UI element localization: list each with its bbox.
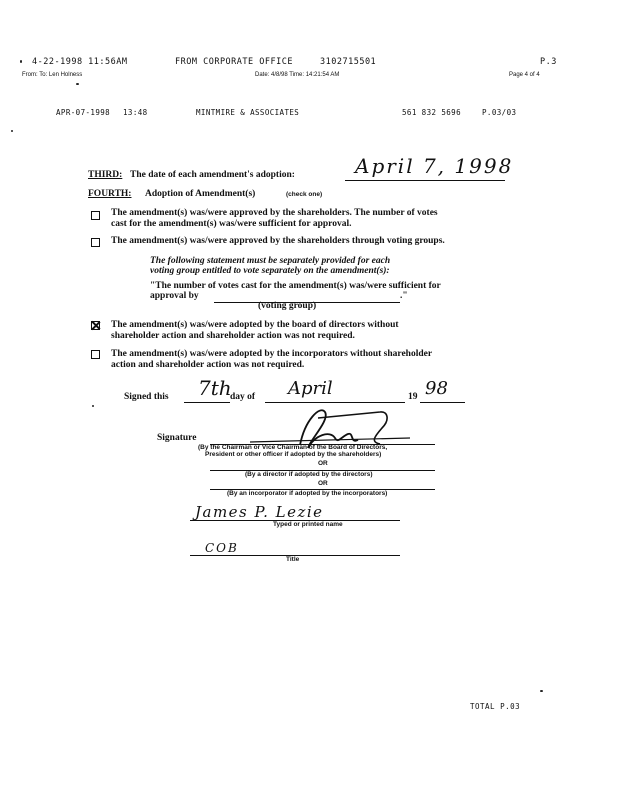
fourth-hint: (check one): [286, 191, 323, 198]
voting-group-caption: (voting group): [258, 301, 317, 311]
option-incorporators-line1: The amendment(s) was/were adopted by the incorporators without shareholder: [111, 349, 433, 359]
signature-caption-3: (By a director if adopted by the directors): [245, 471, 373, 478]
adoption-date-line: [345, 180, 505, 181]
printed-name-caption: Typed or printed name: [273, 521, 343, 528]
second-header-date: APR-07-1998: [56, 108, 111, 117]
fax-page: P.3: [540, 57, 557, 67]
option-board-line2: shareholder action and shareholder action was not required.: [111, 331, 355, 341]
second-header-sender: MINTMIRE & ASSOCIATES: [196, 108, 300, 117]
signature-caption-4: (By an incorporator if adopted by the incorporators): [227, 490, 388, 497]
voting-quote-line2-start: approval by: [150, 291, 199, 301]
voting-instr-line1: The following statement must be separately provided for each: [150, 256, 391, 266]
option-shareholders-line2: cast for the amendment(s) was/were sufficient for approval.: [111, 219, 352, 229]
adoption-date-value[interactable]: April 7, 1998: [355, 154, 514, 178]
third-label: THIRD:: [88, 170, 123, 180]
scan-speck: [540, 690, 543, 692]
signed-day-of: day of: [230, 392, 256, 402]
signed-day-line: [184, 402, 230, 403]
signed-day[interactable]: 7th: [198, 376, 232, 400]
option-incorporators-checkbox[interactable]: [91, 350, 100, 359]
printed-name-value[interactable]: James P. Lezie: [195, 503, 324, 521]
fourth-label: FOURTH:: [88, 189, 132, 199]
scan-speck: [76, 83, 79, 85]
title-value[interactable]: COB: [205, 541, 239, 555]
total-pages: TOTAL P.03: [470, 702, 521, 711]
second-header-time: 13:48: [123, 108, 148, 117]
transmit-date: Date: 4/8/98 Time: 14:21:54 AM: [255, 72, 340, 78]
option-incorporators-line2: action and shareholder action was not required.: [111, 360, 305, 370]
signature-label: Signature: [157, 433, 197, 443]
transmit-page: Page 4 of 4: [509, 72, 540, 78]
signed-year-prefix: 19: [408, 392, 418, 402]
voting-quote-line2-end: .": [400, 291, 408, 301]
option-board-checkbox[interactable]: [91, 321, 100, 330]
signature-or-1: OR: [318, 460, 328, 467]
second-header-page: P.03/03: [482, 108, 517, 117]
option-shareholders-line1: The amendment(s) was/were approved by the shareholders. The number of votes: [111, 208, 438, 218]
scan-speck: [20, 60, 22, 63]
fax-from: FROM CORPORATE OFFICE: [175, 57, 293, 67]
fax-phone: 3102715501: [320, 57, 377, 67]
signed-month[interactable]: April: [288, 378, 333, 399]
fourth-text: Adoption of Amendment(s): [145, 189, 256, 199]
signature-caption-1: (By the Chairman or Vice Chairman of the Board of Directors,: [198, 444, 388, 451]
voting-instr-line2: voting group entitled to vote separately on the amendment(s):: [150, 266, 390, 276]
signed-prefix: Signed this: [124, 392, 169, 402]
transmit-from-to: From: To: Len Holness: [22, 72, 83, 78]
third-text: The date of each amendment's adoption:: [130, 170, 295, 180]
title-caption: Title: [286, 556, 300, 563]
scan-speck: [11, 130, 13, 132]
scan-speck: [92, 405, 94, 407]
signature-caption-2: President or other officer if adopted by the shareholders): [205, 451, 382, 458]
signed-year[interactable]: 98: [425, 378, 448, 399]
option-board-line1: The amendment(s) was/were adopted by the board of directors without: [111, 320, 399, 330]
option-shareholders-checkbox[interactable]: [91, 211, 100, 220]
fax-datetime: 4-22-1998 11:56AM: [32, 57, 128, 67]
option-voting-groups-checkbox[interactable]: [91, 238, 100, 247]
signature-or-2: OR: [318, 480, 328, 487]
option-voting-groups-line1: The amendment(s) was/were approved by the shareholders through voting groups.: [111, 236, 445, 246]
voting-quote-line1: "The number of votes cast for the amendment(s) was/were sufficient for: [150, 281, 441, 291]
second-header-phone: 561 832 5696: [402, 108, 461, 117]
